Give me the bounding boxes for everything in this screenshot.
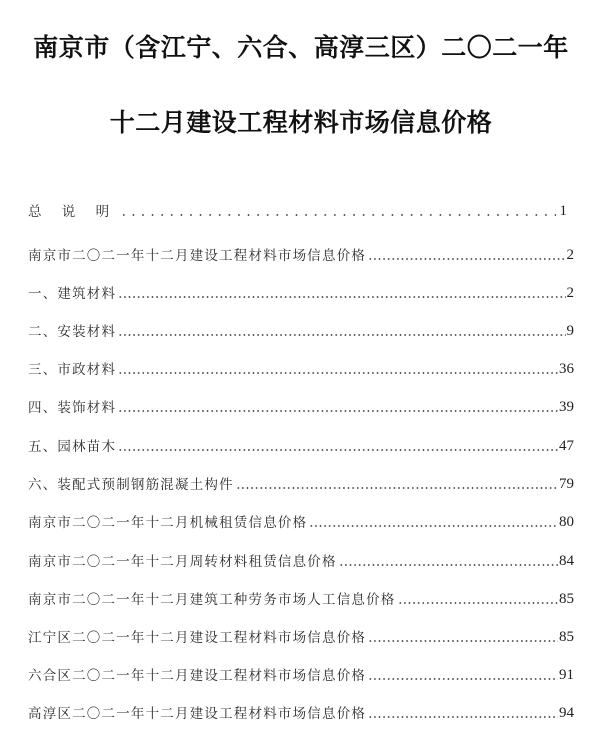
toc-entry-landscape-seedlings[interactable] — [28, 433, 574, 455]
toc-entry-page: 36 — [559, 361, 574, 377]
toc-entry-page: 1 — [559, 203, 567, 219]
toc-entry-page: 9 — [566, 323, 574, 339]
toc-entry-building-materials[interactable] — [28, 280, 574, 302]
toc-entry-luhe[interactable] — [28, 662, 574, 684]
toc-entry-page: 85 — [559, 591, 574, 607]
toc-entry-label: 五、园林苗木 — [28, 439, 117, 455]
dot-leader — [118, 296, 565, 298]
dot-leader — [368, 678, 558, 680]
toc-entry-page: 39 — [559, 399, 574, 415]
toc-entry-gaochun[interactable] — [28, 700, 574, 722]
toc-entry-page: 80 — [559, 514, 574, 530]
dot-leader — [118, 334, 565, 336]
toc-entry-label: 总 说 明 — [28, 204, 118, 220]
toc-entry-label: 四、装饰材料 — [28, 400, 117, 416]
toc-entry-page: 91 — [559, 667, 574, 683]
dot-leader — [368, 640, 558, 642]
toc-entry-label: 三、市政材料 — [28, 362, 117, 378]
document-title-line-1: 南京市（含江宁、六合、高淳三区）二〇二一年 — [33, 33, 569, 62]
toc-entry-decoration-materials[interactable] — [28, 394, 574, 416]
dot-leader — [118, 449, 558, 451]
toc-entry-page: 2 — [566, 247, 574, 263]
toc-entry-page: 84 — [559, 553, 574, 569]
toc-entry-precast-concrete[interactable] — [28, 471, 574, 493]
toc-entry-label: 二、安装材料 — [28, 324, 117, 340]
toc-entry-page: 47 — [559, 438, 574, 454]
document-title-line-2: 十二月建设工程材料市场信息价格 — [109, 108, 493, 137]
dot-leader — [368, 716, 558, 718]
toc-entry-label: 南京市二〇二一年十二月建设工程材料市场信息价格 — [28, 248, 367, 264]
toc-entry-label: 南京市二〇二一年十二月建筑工种劳务市场人工信息价格 — [28, 592, 396, 608]
toc-entry-page: 79 — [559, 476, 574, 492]
toc-entry-machinery-rental[interactable] — [28, 509, 574, 531]
toc-entry-label: 南京市二〇二一年十二月周转材料租赁信息价格 — [28, 554, 337, 570]
toc-entry-turnover-materials-rental[interactable] — [28, 548, 574, 570]
toc-entry-page: 2 — [566, 285, 574, 301]
dot-leader — [236, 487, 558, 489]
toc-entry-page: 85 — [559, 629, 574, 645]
toc-entry-page: 94 — [559, 705, 574, 721]
dot-leader — [339, 564, 558, 566]
dot-leader — [119, 214, 555, 216]
toc-entry-general-notes[interactable] — [28, 198, 567, 220]
toc-entry-nanjing-materials[interactable] — [28, 242, 574, 264]
toc-entry-label: 六合区二〇二一年十二月建设工程材料市场信息价格 — [28, 668, 367, 684]
toc-entry-label: 南京市二〇二一年十二月机械租赁信息价格 — [28, 515, 308, 531]
toc-entry-municipal-materials[interactable] — [28, 356, 574, 378]
toc-entry-label: 高淳区二〇二一年十二月建设工程材料市场信息价格 — [28, 706, 367, 722]
toc-entry-label: 六、装配式预制钢筋混凝土构件 — [28, 477, 234, 493]
toc-entry-label: 江宁区二〇二一年十二月建设工程材料市场信息价格 — [28, 630, 367, 646]
dot-leader — [118, 372, 558, 374]
toc-entry-labor-prices[interactable] — [28, 586, 574, 608]
dot-leader — [368, 258, 565, 260]
dot-leader — [309, 525, 558, 527]
toc-entry-installation-materials[interactable] — [28, 318, 574, 340]
toc-entry-jiangning[interactable] — [28, 624, 574, 646]
dot-leader — [398, 602, 559, 604]
dot-leader — [118, 410, 558, 412]
toc-entry-label: 一、建筑材料 — [28, 286, 117, 302]
